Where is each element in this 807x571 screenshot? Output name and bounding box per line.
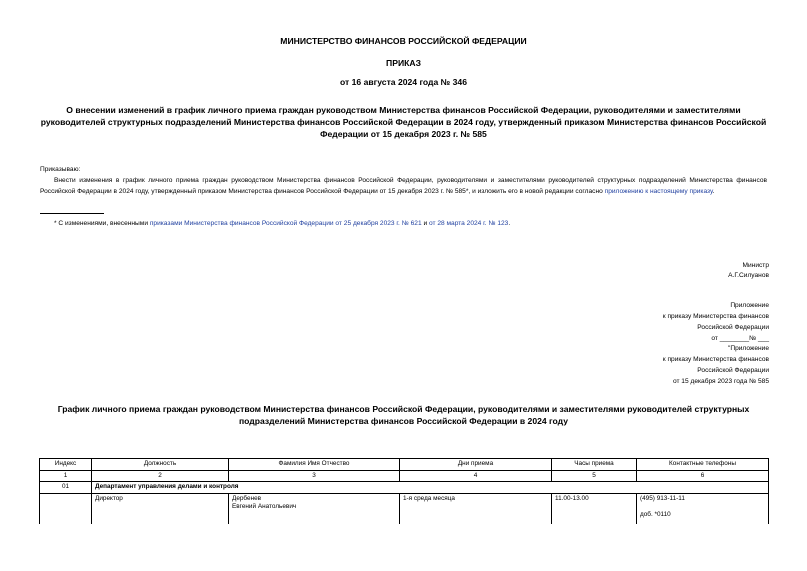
- footnote-prefix: * С изменениями, внесенными: [54, 220, 150, 227]
- appendix-line: к приказу Министерства финансов: [662, 356, 769, 363]
- row-name: [229, 493, 400, 524]
- department-index: 01: [40, 482, 92, 494]
- column-number: 2: [92, 470, 229, 482]
- footnote-link-order-621[interactable]: приказами Министерства финансов Российской Федерации от 25 декабря 2023 г. № 621: [149, 220, 422, 227]
- column-header: Фамилия Имя Отчество: [229, 459, 400, 471]
- table-row: [40, 493, 769, 524]
- column-number-row: [40, 470, 769, 482]
- row-phone: [637, 493, 769, 524]
- footnote-end: .: [508, 220, 511, 227]
- column-header: Часы приема: [552, 459, 637, 471]
- table-header-row: [40, 459, 769, 471]
- order-body: [40, 175, 767, 197]
- appendix-line: Российской Федерации: [697, 324, 769, 331]
- order-subject: О внесении изменений в график личного приема граждан руководством Министерства финансов Российской Федерации, руководителями и заместителями руководителей структурных подразделений Министерства финансов Российской Федерации в 2024 году, утвержденный приказом Министерства финансов Российской Федерации от 15 декабря 2023 г. № 585: [40, 105, 767, 139]
- signer-title: Министр: [742, 262, 769, 269]
- column-header: Индекс: [40, 459, 92, 471]
- appendix-line: "Приложение: [727, 345, 769, 352]
- column-header: Должность: [92, 459, 229, 471]
- appendix-line: к приказу Министерства финансов: [662, 313, 769, 320]
- order-body-end: .: [712, 188, 715, 195]
- footnote-divider: [40, 213, 104, 214]
- appendix-header-original: [663, 343, 769, 387]
- footnote-mid: и: [421, 220, 429, 227]
- appendix-header-new: [663, 300, 769, 344]
- department-name: Департамент управления делами и контроля: [92, 482, 769, 494]
- row-phone-number: (495) 913-11-11: [640, 494, 685, 502]
- row-phone-ext: доб. *0110: [640, 511, 671, 519]
- order-date: от 16 августа 2024 года № 346: [340, 77, 467, 87]
- column-number: 5: [552, 470, 637, 482]
- document-type: ПРИКАЗ: [386, 58, 421, 68]
- column-number: 1: [40, 470, 92, 482]
- appendix-link[interactable]: приложению к настоящему приказу: [604, 188, 713, 195]
- row-index: [40, 493, 92, 524]
- column-number: 6: [637, 470, 769, 482]
- column-header: Контактные телефоны: [637, 459, 769, 471]
- column-number: 4: [400, 470, 552, 482]
- column-number: 3: [229, 470, 400, 482]
- footnote: [54, 218, 510, 229]
- row-surname: Дербенев: [232, 494, 262, 502]
- row-given-names: Евгений Анатольевич: [232, 503, 297, 511]
- row-hours: 11.00-13.00: [552, 493, 637, 524]
- column-header: Дни приема: [400, 459, 552, 471]
- appendix-line: Российской Федерации: [697, 367, 769, 374]
- row-days: 1-я среда месяца: [400, 493, 552, 524]
- footnote-link-order-123[interactable]: от 28 марта 2024 г. № 123: [428, 220, 509, 227]
- appendix-line: от ________№ ___: [711, 335, 769, 342]
- appendix-line: от 15 декабря 2023 года № 585: [672, 378, 769, 385]
- order-body-text: Внести изменения в график личного приема граждан руководством Министерства финансов Российской Федерации, руководителями и заместителями руководителей структурных подразделений Министерства финансов Российской Федерации в 2024 году, утвержденный приказом Министерства финансов Российской Федерации от 15 декабря 2023 г. № 585*, и изложить его в новой редакции согласно: [40, 177, 767, 195]
- department-row: [40, 482, 769, 494]
- intro-text: Приказываю:: [40, 166, 81, 173]
- row-position: Директор: [92, 493, 229, 524]
- signer-name: А.Г.Силуанов: [728, 272, 769, 279]
- appendix-line: Приложение: [730, 302, 769, 309]
- schedule-table: [39, 458, 769, 524]
- ministry-title: МИНИСТЕРСТВО ФИНАНСОВ РОССИЙСКОЙ ФЕДЕРАЦИИ: [280, 36, 527, 46]
- schedule-title: График личного приема граждан руководством Министерства финансов Российской Федерации, руководителями и заместителями руководителей структурных подразделений Министерства финансов Российской Федерации в 2024 году: [57, 404, 750, 426]
